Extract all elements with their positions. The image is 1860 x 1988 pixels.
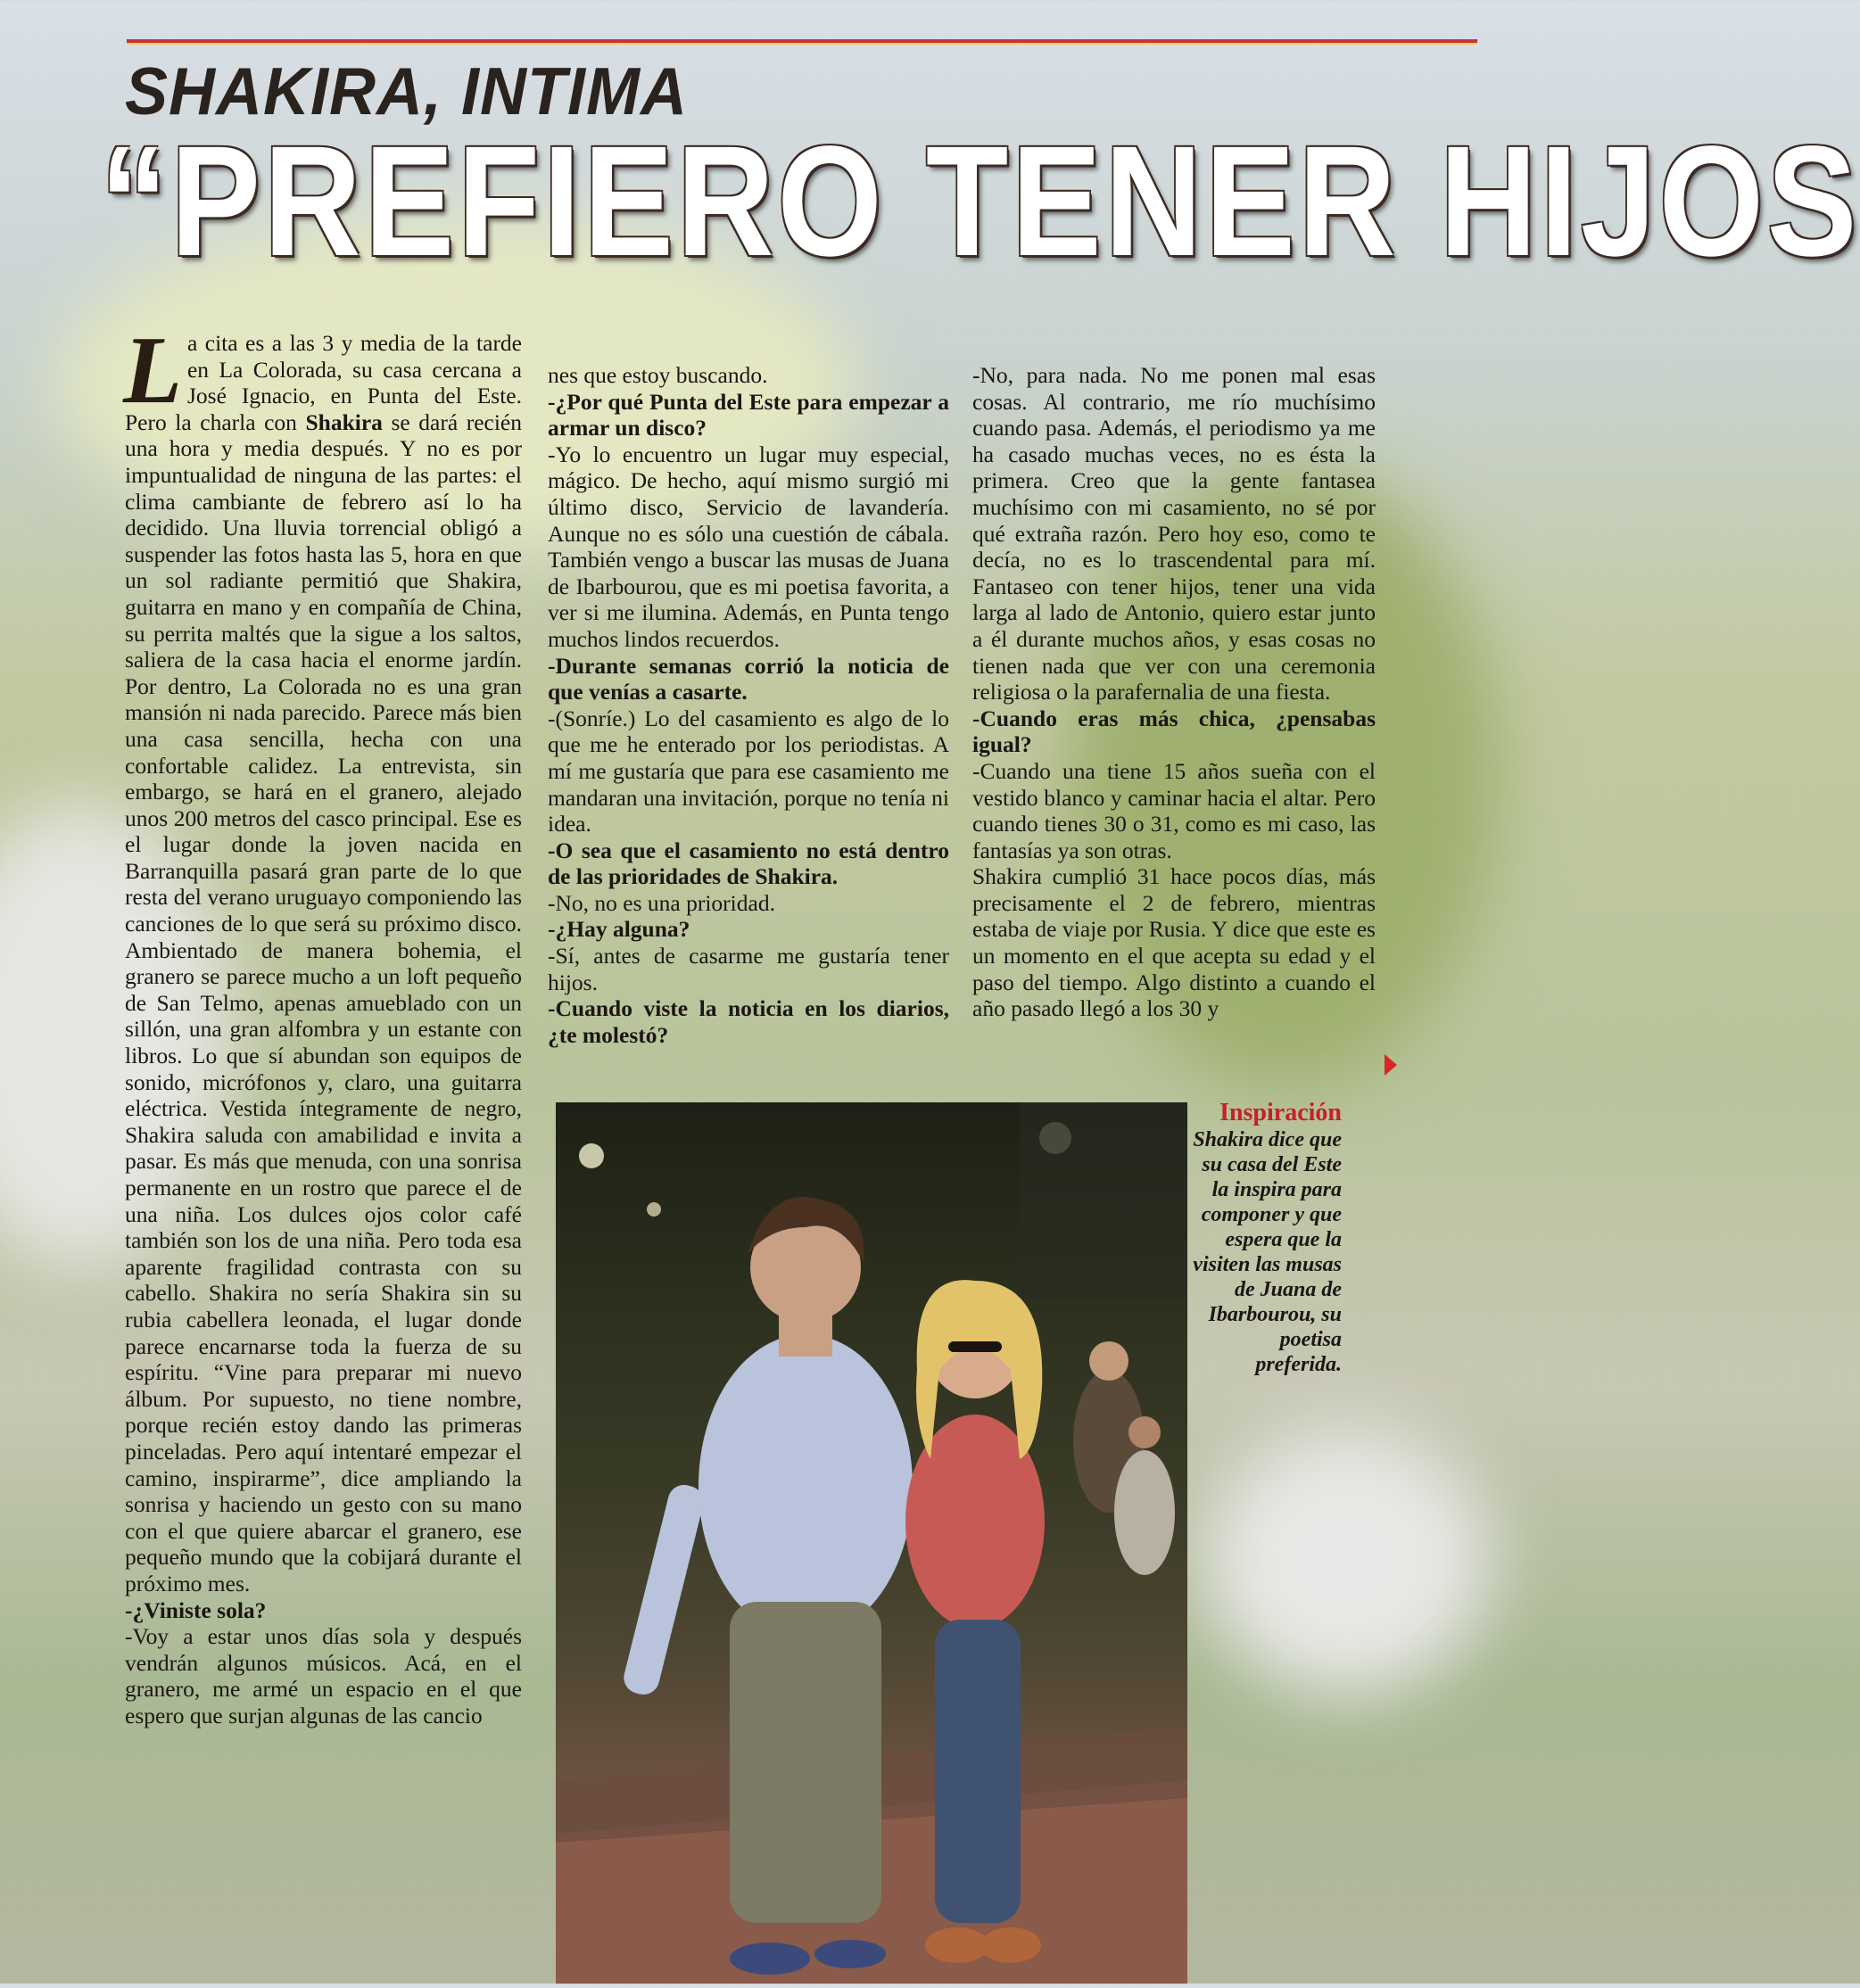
paragraph-text: -(Sonríe.) Lo del casamiento es algo de lo que me he enterado por los periodistas. A mí me gustaría que para ese casamiento me mandaran una invitación, porque no tenía ni idea. xyxy=(548,705,949,837)
paragraph xyxy=(548,943,949,995)
photo-illustration xyxy=(556,1102,1187,1984)
article-column-2 xyxy=(548,362,949,1048)
article-column-3 xyxy=(972,362,1376,1022)
question-text: -Cuando viste la noticia en los diarios, ¿te molestó? xyxy=(548,995,949,1048)
paragraph xyxy=(972,758,1376,863)
arrow-right-icon xyxy=(1385,1054,1397,1076)
paragraph xyxy=(972,362,1376,705)
question-text: -¿Viniste sola? xyxy=(125,1596,267,1623)
paragraph xyxy=(548,705,949,837)
dropcap: L xyxy=(123,318,182,424)
paragraph xyxy=(548,441,949,653)
paragraph-text: nes que estoy buscando. xyxy=(548,362,768,388)
paragraph-text: -No, no es una prioridad. xyxy=(548,889,775,916)
question-text: -Cuando eras más chica, ¿pensabas igual? xyxy=(972,705,1376,758)
question-text: -¿Hay alguna? xyxy=(548,916,690,943)
question-text: -¿Por qué Punta del Este para empezar a armar un disco? xyxy=(548,388,949,441)
paragraph-text: a cita es a las 3 y media de la tarde en La Colorada, su casa cercana a José Ignacio, en Punta del Este. Pero la charla con xyxy=(125,330,522,435)
background-cushion-blob xyxy=(1204,1427,1490,1695)
couple-photo xyxy=(556,1102,1187,1984)
caption-title: Inspiración xyxy=(1219,1099,1342,1126)
paragraph-text: -Sí, antes de casarme me gustaría tener hijos. xyxy=(548,943,949,995)
column-2-body xyxy=(548,362,949,1048)
paragraph xyxy=(548,362,949,389)
column-3-body xyxy=(972,362,1376,1022)
paragraph-text: -No, para nada. No me ponen mal esas cosas. Al contrario, me río muchísimo cuando pasa. Además, el periodismo ya me ha casado muchas veces, no es ésta la primera. Creo que la gente fantasea muchísimo con mi casamiento, no sé por qué extraña razón. Pero hoy eso, como te decía, no es lo trascendental para mí. Fantaseo con tener hijos, tener una vida larga al lado de Antonio, quiero estar junto a él durante muchos años, y esas cosas no tienen nada que ver con una ceremonia religiosa o la parafernalia de una fiesta. xyxy=(972,362,1376,705)
top-rule-accent xyxy=(127,43,1477,45)
article-column-1 xyxy=(123,318,522,1728)
bold-name: Shakira xyxy=(305,408,383,435)
paragraph xyxy=(123,318,522,1597)
kicker: SHAKIRA, INTIMA xyxy=(125,54,688,129)
question-text: -O sea que el casamiento no está dentro de las prioridades de Shakira. xyxy=(548,837,949,890)
paragraph xyxy=(548,890,949,917)
paragraph xyxy=(125,1623,522,1728)
question-text: -Durante semanas corrió la noticia de que venías a casarte. xyxy=(548,652,949,705)
headline: “PREFIERO TENER HIJOS xyxy=(100,114,1860,289)
paragraph-text: -Cuando una tiene 15 años sueña con el vestido blanco y caminar hacia el altar. Pero cuando tienes 30 o 31, como es mi caso, las fantasías ya son otras. xyxy=(972,757,1376,863)
caption-body: Shakira dice que su casa del Este la inspira para componer y que espera que la visiten las musas de Juana de Ibarbourou, su poetisa preferida. xyxy=(1193,1128,1342,1376)
paragraph-text: -Voy a estar unos días sola y después vendrán algunos músicos. Acá, en el granero, me armé un espacio en el que espero que surjan algunas de las cancio xyxy=(125,1623,522,1728)
paragraph xyxy=(972,863,1376,1022)
column-1-body xyxy=(123,318,522,1728)
photo-caption xyxy=(1192,1099,1342,1377)
paragraph-text: Shakira cumplió 31 hace pocos días, más precisamente el 2 de febrero, mientras estaba de viaje por Rusia. Y dice que este es un momento en el que acepta su edad y el paso del tiempo. Algo distinto a cuando el año pasado llegó a los 30 y xyxy=(972,863,1376,1022)
paragraph-text: -Yo lo encuentro un lugar muy especial, mágico. De hecho, aquí mismo surgió mi último disco, Servicio de lavandería. Aunque no es sólo una cuestión de cábala. También vengo a buscar las musas de Juana de Ibarbourou, que es mi poetisa favorita, a ver si me ilumina. Además, en Punta tengo muchos lindos recuerdos. xyxy=(548,441,949,652)
paragraph-text: se dará recién una hora y media después. Y no es por impuntualidad de ninguna de las partes: el clima cambiante de febrero así lo ha decidido. Una lluvia torrencial obligó a suspender las fotos hasta las 5, hora en que un sol radiante permitió que Shakira, guitarra en mano y en compañía de China, su perrita maltés que la sigue a los saltos, saliera de la casa hacia el enorme jardín. Por dentro, La Colorada no es una gran mansión ni nada parecido. Parece más bien una casa sencilla, hecha con una confortable calidez. La entrevista, sin embargo, se hará en el granero, alejado unos 200 metros del casco principal. Ese es el lugar donde la joven nacida en Barranquilla pasará gran parte de lo que resta del verano uruguayo componiendo las canciones de lo que será su próximo disco. Ambientado de manera bohemia, el granero se parece mucho a un loft pequeño de San Telmo, apenas amueblado con un sillón, una gran alfombra y un estante con libros. Lo que sí abundan son equipos de sonido, micrófonos y, claro, una guitarra eléctrica. Vestida íntegramente de negro, Shakira saluda con amabilidad e invita a pasar. Es más que menuda, con una sonrisa permanente en un rostro que parece el de una niña. Los dulces ojos color café también son los de una niña. Pero toda esa aparente fragilidad contrasta con su cabello. Shakira no sería Shakira sin su rubia cabellera leonada, el lugar donde parece encarnarse toda la fuerza de su espíritu. “Vine para preparar mi nuevo álbum. Por supuesto, no tiene nombre, porque recién estoy dando las primeras pinceladas. Pero aquí intentaré empezar el camino, inspirarme”, dice ampliando la sonrisa y haciendo un gesto con su mano con el que quiere abarcar el granero, ese pequeño mundo que la cobijará durante el próximo mes. xyxy=(125,408,522,1596)
